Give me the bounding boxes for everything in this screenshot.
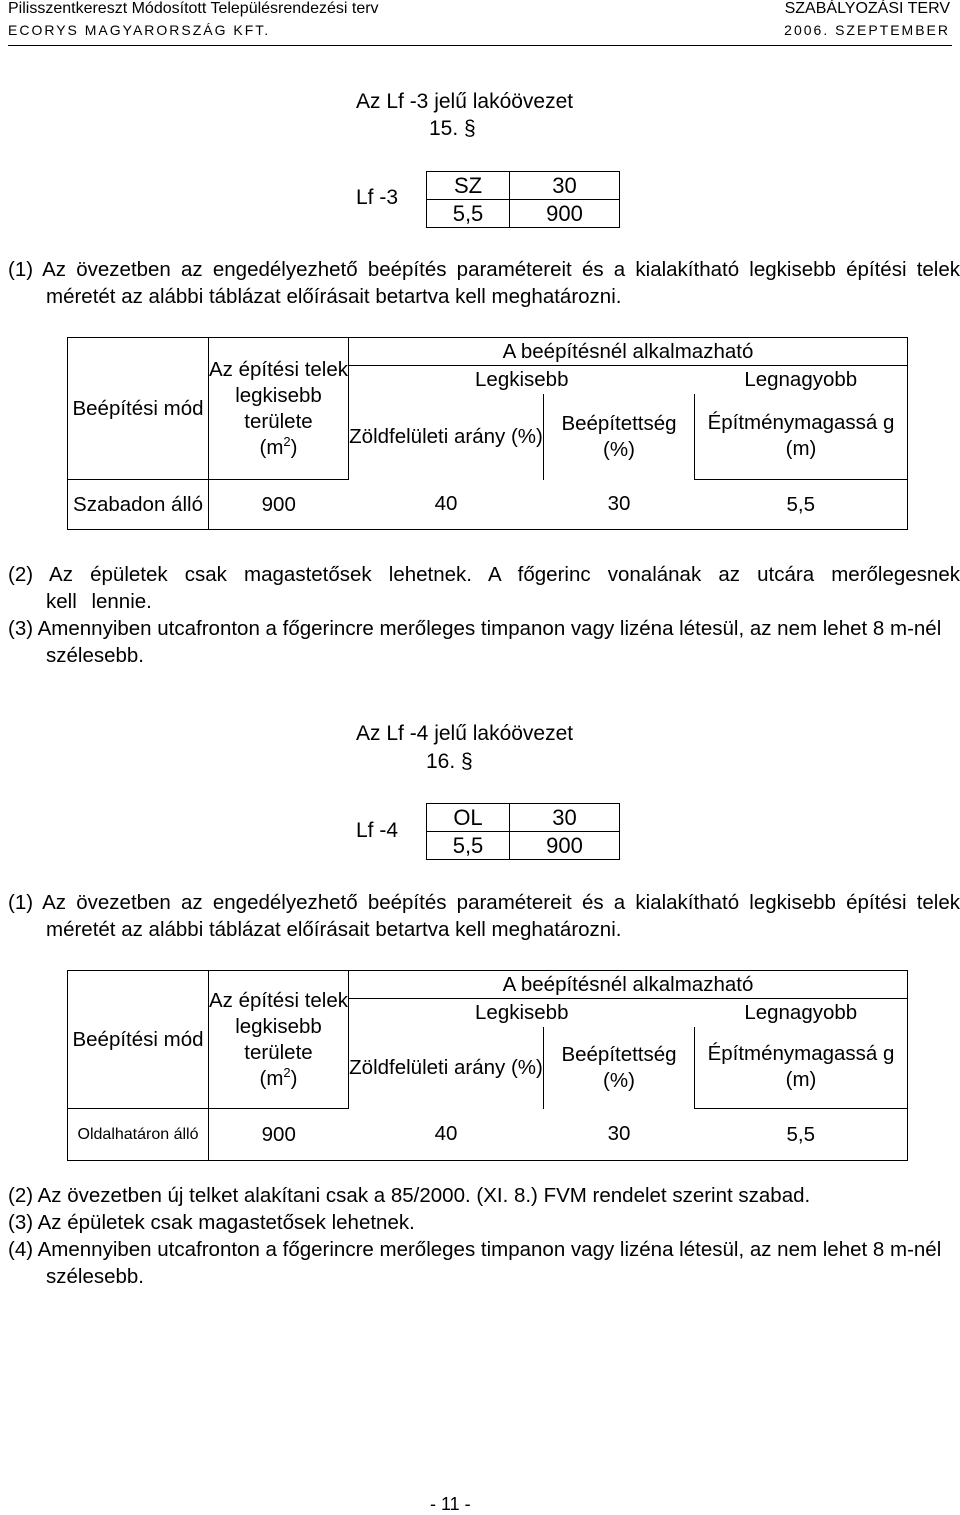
zone-box-cell: 900 bbox=[510, 832, 620, 860]
section-title: Az Lf -3 jelű lakóövezet bbox=[356, 90, 574, 113]
paragraph-number: 15. § bbox=[429, 117, 476, 140]
col-header-height: Építménymagassá g (m) bbox=[695, 394, 908, 480]
header-divider bbox=[8, 45, 952, 46]
zone-box-cell: SZ bbox=[427, 172, 510, 200]
zone-box-cell: 30 bbox=[510, 172, 620, 200]
page-number: - 11 - bbox=[430, 1494, 471, 1514]
zone-box-cell: 30 bbox=[510, 804, 620, 832]
group-header: A beépítésnél alkalmazható bbox=[349, 338, 908, 366]
col-header-mode: Beépítési mód bbox=[68, 338, 209, 480]
value-green: 40 bbox=[349, 1109, 544, 1161]
zone-box-cell: 5,5 bbox=[427, 832, 510, 860]
value-area: 900 bbox=[209, 1109, 349, 1161]
col-header-area bbox=[209, 971, 349, 1109]
zone-box-cell: OL bbox=[427, 804, 510, 832]
value-built: 30 bbox=[544, 480, 695, 530]
col-header-area-text: Az építési telek legkisebb területe bbox=[209, 357, 349, 433]
value-height: 5,5 bbox=[695, 1109, 908, 1161]
zone-box bbox=[426, 803, 620, 860]
header-title: Pilisszentkereszt Módosított Településrendezési terv bbox=[8, 0, 379, 17]
row-label: Szabadon álló bbox=[68, 480, 209, 530]
col-header-area bbox=[209, 338, 349, 480]
sub-header-max: Legnagyobb bbox=[695, 999, 908, 1027]
header-doc-type: SZABÁLYOZÁSI TERV bbox=[784, 0, 950, 17]
regulation-table bbox=[67, 337, 908, 530]
paragraph-3: (3) Amennyiben utcafronton a főgerincre merőleges timpanon vagy lizéna létesül, az nem lehet 8 m-nél szélesebb. bbox=[8, 617, 942, 667]
col-header-mode: Beépítési mód bbox=[68, 971, 209, 1109]
value-height: 5,5 bbox=[695, 480, 908, 530]
value-green: 40 bbox=[349, 480, 544, 530]
regulation-table bbox=[67, 970, 908, 1161]
zone-code: Lf -4 bbox=[356, 819, 399, 842]
zone-code: Lf -3 bbox=[356, 186, 399, 209]
col-header-area-unit: $(m^2)$ bbox=[259, 433, 298, 459]
col-header-built: Beépítettség (%) bbox=[544, 1027, 695, 1109]
sub-header-min: Legkisebb bbox=[349, 999, 695, 1027]
zone-box bbox=[426, 171, 620, 228]
col-header-green: Zöldfelületi arány (%) bbox=[349, 394, 544, 480]
paragraph-1: (1) Az övezetben az engedélyezhető beépítés paramétereit és a kialakítható legkisebb építési telek méretét az alábbi táblázat előírásait betartva kell meghatározni. bbox=[8, 891, 960, 941]
paragraph-1: (1) Az övezetben az engedélyezhető beépítés paramétereit és a kialakítható legkisebb építési telek méretét az alábbi táblázat előírásait betartva kell meghatározni. bbox=[8, 258, 960, 308]
zone-box-cell: 5,5 bbox=[427, 200, 510, 228]
col-header-height: Építménymagassá g (m) bbox=[695, 1027, 908, 1109]
group-header: A beépítésnél alkalmazható bbox=[349, 971, 908, 999]
paragraph-2: (2) Az épületek csak magastetősek lehetnek. A főgerinc vonalának az utcára merőlegesnek kell lennie. bbox=[8, 563, 960, 613]
sub-header-max: Legnagyobb bbox=[695, 366, 908, 394]
value-built: 30 bbox=[544, 1109, 695, 1161]
paragraph-number: 16. § bbox=[426, 750, 473, 773]
col-header-area-unit: $(m^2)$ bbox=[259, 1064, 298, 1090]
section-title: Az Lf -4 jelű lakóövezet bbox=[356, 722, 574, 745]
col-header-built: Beépítettség (%) bbox=[544, 394, 695, 480]
paragraph-2: (2) Az övezetben új telket alakítani csak a 85/2000. (XI. 8.) FVM rendelet szerint szabad. bbox=[8, 1184, 811, 1207]
header-date: 2006. SZEPTEMBER bbox=[784, 22, 950, 38]
sub-header-min: Legkisebb bbox=[349, 366, 695, 394]
col-header-green: Zöldfelületi arány (%) bbox=[349, 1027, 544, 1109]
paragraph-3: (3) Az épületek csak magastetősek lehetnek. bbox=[8, 1211, 415, 1234]
header-company: ECORYS MAGYARORSZÁG KFT. bbox=[8, 22, 271, 38]
col-header-area-text: Az építési telek legkisebb területe bbox=[209, 988, 349, 1064]
paragraph-4: (4) Amennyiben utcafronton a főgerincre merőleges timpanon vagy lizéna létesül, az nem lehet 8 m-nél szélesebb. bbox=[8, 1238, 942, 1288]
row-label: Oldalhatáron álló bbox=[68, 1109, 209, 1161]
zone-box-cell: 900 bbox=[510, 200, 620, 228]
value-area: 900 bbox=[209, 480, 349, 530]
